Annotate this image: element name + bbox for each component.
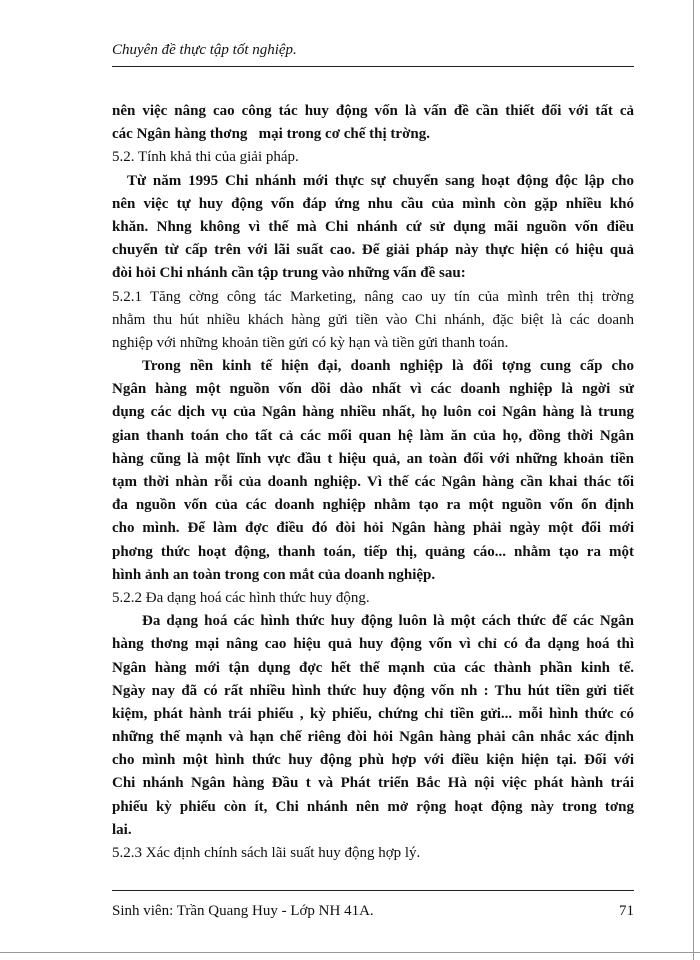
page-number: 71: [619, 903, 634, 919]
paragraph-line: hàng thơng mại nâng cao hiệu quả huy động vốn vì chỉ có đa dạng hoá thì: [112, 636, 634, 653]
paragraph-line: hàng cũng là một lĩnh vực đầu t hiệu quả, an toàn đối với những khoản tiền: [112, 450, 634, 467]
paragraph-line: Ngân hàng mới tận dụng đợc hết thế mạnh của các thành phần kinh tế.: [112, 659, 634, 676]
paragraph-line: kiệm, phát hành trái phiếu , kỳ phiếu, chứng chỉ tiền gửi... mỗi hình thức có: [112, 705, 634, 722]
paragraph-line: Đa dạng hoá các hình thức huy động luôn là một cách thức để các Ngân: [142, 613, 634, 630]
paragraph-line: gian thanh toán cho tất cả các mối quan hệ làm ăn của họ, đồng thời Ngân: [112, 427, 634, 444]
section-heading-5-2-1: 5.2.1 Tăng cờng công tác Marketing, nâng cao uy tín của mình trên thị trờng: [112, 288, 634, 305]
page-body: [112, 100, 634, 865]
section-heading-5-2-1-cont: nghiệp với những khoản tiền gửi có kỳ hạn và tiền gửi thanh toán.: [112, 334, 509, 351]
running-header: Chuyên đề thực tập tốt nghiệp.: [112, 42, 297, 58]
paragraph-line: Ngân hàng một nguồn vốn dồi dào nhất vì các doanh nghiệp là ngời sử: [112, 381, 634, 398]
paragraph-line: Chi nhánh Ngân hàng Đầu t và Phát triển Bắc Hà nội việc phát hành trái: [112, 775, 634, 792]
section-heading-5-2: 5.2. Tính khả thi của giải pháp.: [112, 149, 299, 166]
paragraph-line: tạm thời nhàn rỗi của doanh nghiệp. Vì thế các Ngân hàng cần khai thác tối: [112, 474, 634, 490]
paragraph-line: cho mình. Để làm đợc điều đó đòi hỏi Ngân hàng phải ngày một đổi mới: [112, 520, 634, 537]
paragraph-line: chuyển từ cấp trên với lãi suất cao. Để giải pháp này thực hiện có hiệu quả: [112, 242, 634, 259]
page-edge-right: [693, 0, 694, 960]
paragraph-line: các Ngân hàng thơng mại trong cơ chế thị trờng.: [112, 126, 430, 143]
paragraph-line: nên việc tự huy động vốn đáp ứng nhu cầu của mình còn gặp nhiều khó: [112, 195, 634, 212]
paragraph-line: phơng thức hoạt động, thanh toán, tiếp thị, quảng cáo... nhằm tạo ra một: [112, 543, 634, 560]
section-heading-5-2-2: 5.2.2 Đa dạng hoá các hình thức huy động.: [112, 589, 370, 606]
paragraph-line: Ngày nay đã có rất nhiều hình thức huy động vốn nh : Thu hút tiền gửi tiết: [112, 682, 634, 699]
section-heading-5-2-3: 5.2.3 Xác định chính sách lãi suất huy động hợp lý.: [112, 845, 421, 861]
paragraph-line: đòi hỏi Chi nhánh cần tập trung vào những vấn đề sau:: [112, 265, 466, 282]
paragraph-line: Trong nền kinh tế hiện đại, doanh nghiệp là đối tợng cung cấp cho: [142, 358, 634, 375]
page-edge-bottom: [0, 952, 700, 953]
paragraph-line: hình ảnh an toàn trong con mắt của doanh nghiệp.: [112, 566, 436, 583]
paragraph-line: đa nguồn vốn của các doanh nghiệp nhằm tạo ra một nguồn vốn ổn định: [112, 497, 634, 514]
paragraph-line: phiếu kỳ phiếu còn ít, Chi nhánh nên mở rộng hoạt động này trong tơng: [112, 798, 634, 815]
paragraph-line: dụng các dịch vụ của Ngân hàng nhiều nhất, họ luôn coi Ngân hàng là trung: [112, 404, 634, 421]
section-heading-5-2-1-cont: nhằm thu hút nhiều khách hàng gửi tiền vào Chi nhánh, đặc biệt là các doanh: [112, 311, 634, 328]
paragraph-line: cho mình một hình thức huy động phù hợp với điều kiện hiện tại. Đối với: [112, 752, 634, 769]
paragraph-line: nên việc nâng cao công tác huy động vốn là vấn đề cần thiết đối với tất cả: [112, 103, 634, 119]
paragraph-line: lai.: [112, 821, 132, 838]
footer-author: Sinh viên: Trần Quang Huy - Lớp NH 41A.: [112, 903, 374, 919]
paragraph-line: Từ năm 1995 Chi nhánh mới thực sự chuyển sang hoạt động độc lập cho: [127, 172, 634, 189]
footer-rule: [112, 890, 634, 891]
paragraph-line: khăn. Nhng không vì thế mà Chi nhánh cứ sử dụng mãi nguồn vốn điều: [112, 218, 634, 235]
header-rule: [112, 66, 634, 67]
paragraph-line: những thế mạnh và hạn chế riêng đòi hỏi Ngân hàng phải cân nhắc xác định: [112, 729, 634, 746]
